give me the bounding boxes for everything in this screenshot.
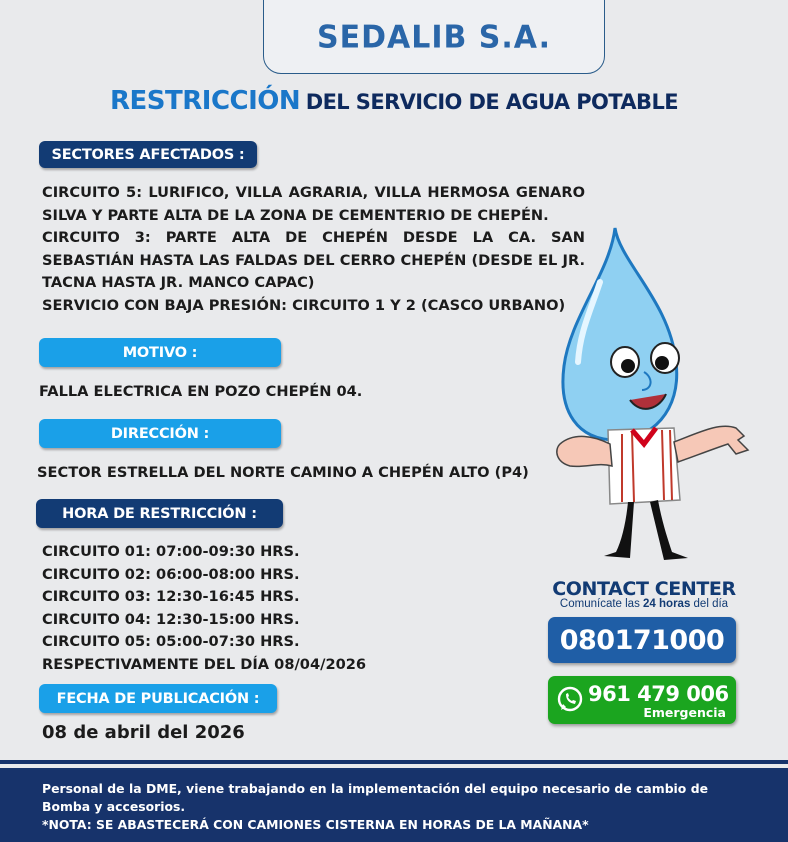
contact-phone-button[interactable]: 080171000 [548, 617, 736, 663]
footer-stripe [0, 760, 788, 764]
direccion-label: DIRECCIÓN : [39, 419, 281, 448]
sector-line: CIRCUITO 5: LURIFICO, VILLA AGRARIA, VILLA HERMOSA GENARO SILVA Y PARTE ALTA DE LA ZONA DE CEMENTERIO DE CHEPÉN. [42, 184, 585, 224]
page-title [0, 86, 788, 116]
water-drop-mascot-icon [550, 222, 754, 564]
whatsapp-icon [556, 685, 584, 713]
footer [0, 768, 788, 842]
hora-line: CIRCUITO 01: 07:00-09:30 HRS. [42, 543, 300, 560]
direccion-text: SECTOR ESTRELLA DEL NORTE CAMINO A CHEPÉN ALTO (P4) [37, 464, 529, 481]
hora-line: CIRCUITO 03: 12:30-16:45 HRS. [42, 588, 300, 605]
sector-line: SERVICIO CON BAJA PRESIÓN: CIRCUITO 1 Y 2 (CASCO URBANO) [42, 296, 566, 314]
hora-line: CIRCUITO 04: 12:30-15:00 HRS. [42, 610, 300, 628]
hora-label: HORA DE RESTRICCIÓN : [36, 499, 283, 528]
company-logo: SEDALIB S.A. [317, 18, 551, 56]
motivo-label: MOTIVO : [39, 338, 281, 367]
title-rest: DEL SERVICIO DE AGUA POTABLE [305, 90, 678, 114]
whatsapp-button[interactable] [548, 676, 736, 724]
sectores-label: SECTORES AFECTADOS : [39, 141, 257, 168]
hora-line: CIRCUITO 05: 05:00-07:30 HRS. [42, 633, 300, 650]
contact-sub-c: del día [690, 598, 729, 610]
footer-text [42, 780, 708, 834]
contact-center-title: CONTACT CENTER [552, 578, 736, 600]
hora-line: RESPECTIVAMENTE DEL DÍA 08/04/2026 [42, 655, 367, 673]
title-highlight: RESTRICCIÓN [110, 86, 301, 116]
contact-sub-a: Comunícate las [559, 598, 644, 610]
sectores-text [42, 182, 585, 317]
sector-line: CIRCUITO 3: PARTE ALTA DE CHEPÉN DESDE LA CA. SAN SEBASTIÁN HASTA LAS FALDAS DEL CERRO CHEPÉN (DESDE EL JR. TACNA HASTA JR. MANCO CAPAC) [42, 229, 585, 291]
fecha-label: FECHA DE PUBLICACIÓN : [39, 684, 277, 713]
fecha-text: 08 de abril del 2026 [42, 722, 245, 743]
logo-box [263, 0, 605, 74]
contact-center-subtitle [546, 598, 742, 610]
hora-line: CIRCUITO 02: 06:00-08:00 HRS. [42, 565, 300, 583]
contact-sub-b: 24 horas [643, 598, 691, 610]
whatsapp-number: 961 479 006 [588, 682, 729, 706]
motivo-text: FALLA ELECTRICA EN POZO CHEPÉN 04. [39, 383, 363, 400]
footer-note: *NOTA: SE ABASTECERÁ CON CAMIONES CISTERNA EN HORAS DE LA MAÑANA* [42, 817, 589, 832]
hora-list [42, 541, 366, 676]
emergency-label: Emergencia [643, 705, 726, 720]
footer-line1: Personal de la DME, viene trabajando en la implementación del equipo necesario de cambio de Bomba y accesorios. [42, 781, 708, 814]
